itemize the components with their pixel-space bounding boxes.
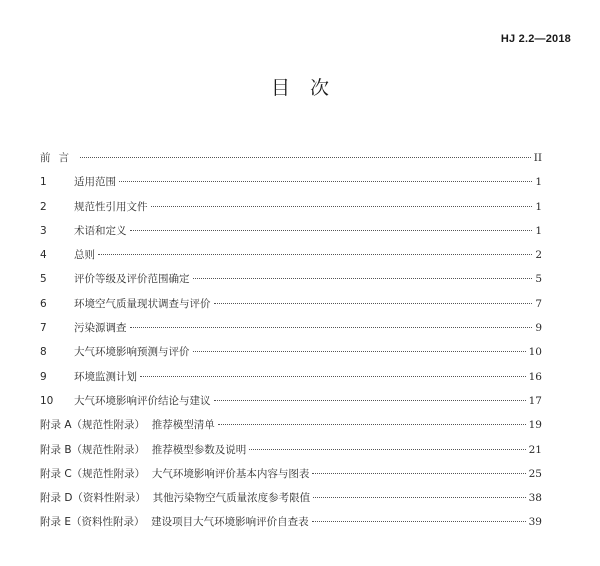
toc-entry-label: 环境监测计划	[74, 370, 137, 383]
toc-entry-page: 9	[535, 322, 542, 335]
toc-entry-label: 适用范围	[74, 176, 116, 189]
toc-entry-label: 附录 B（规范性附录） 推荐模型参数及说明	[40, 443, 247, 456]
dot-leader	[312, 473, 525, 474]
dot-leader	[218, 424, 526, 425]
toc-entry-label: 附录 A（规范性附录） 推荐模型清单	[40, 419, 215, 432]
dot-leader	[214, 400, 526, 401]
standard-code: HJ 2.2—2018	[500, 33, 571, 45]
dot-leader	[193, 278, 533, 279]
toc-entry-label: 术语和定义	[74, 224, 127, 237]
dot-leader	[312, 521, 526, 522]
toc-entry-label: 评价等级及评价范围确定	[74, 273, 190, 286]
toc-entry-number: 6	[40, 297, 47, 310]
toc-entry-label: 规范性引用文件	[74, 200, 148, 213]
toc-entry-chapter[interactable]	[40, 199, 542, 223]
toc-entry-chapter[interactable]	[40, 247, 542, 271]
table-of-contents	[40, 150, 542, 539]
toc-entry-page: 10	[528, 346, 542, 359]
toc-entry-label: 附录 D（资料性附录） 其他污染物空气质量浓度参考限值	[40, 492, 311, 505]
toc-entry-page: 1	[535, 224, 542, 237]
toc-entry-page: 16	[528, 370, 542, 383]
toc-entry-appendix-a[interactable]	[40, 417, 542, 441]
toc-entry-page: 1	[535, 200, 542, 213]
toc-entry-page: 38	[528, 492, 542, 505]
toc-entry-number: 9	[40, 370, 47, 383]
dot-leader	[130, 230, 533, 231]
toc-entry-label: 大气环境影响评价结论与建议	[74, 394, 211, 407]
toc-entry-appendix-d[interactable]	[40, 490, 542, 514]
dot-leader	[151, 206, 533, 207]
toc-entry-page: 25	[528, 467, 542, 480]
toc-entry-number: 10	[40, 394, 54, 407]
dot-leader	[313, 497, 526, 498]
dot-leader	[249, 449, 525, 450]
toc-entry-chapter[interactable]	[40, 369, 542, 393]
toc-entry-label: 大气环境影响预测与评价	[74, 346, 190, 359]
toc-entry-number: 7	[40, 322, 47, 335]
toc-entry-page: 5	[535, 273, 542, 286]
toc-entry-number: 8	[40, 346, 47, 359]
toc-entry-chapter[interactable]	[40, 271, 542, 295]
dot-leader	[193, 351, 526, 352]
dot-leader	[119, 181, 532, 182]
toc-entry-chapter[interactable]	[40, 393, 542, 417]
toc-entry-number: 1	[40, 176, 47, 189]
toc-entry-appendix-c[interactable]	[40, 466, 542, 490]
toc-entry-number: 3	[40, 224, 47, 237]
toc-entry-label: 污染源调查	[74, 322, 127, 335]
toc-entry-chapter[interactable]	[40, 223, 542, 247]
dot-leader	[98, 254, 532, 255]
toc-entry-number: 4	[40, 249, 47, 262]
toc-entry-page: 39	[528, 516, 542, 529]
toc-entry-label: 附录 E（资料性附录） 建设项目大气环境影响评价自查表	[40, 516, 309, 529]
toc-entry-chapter[interactable]	[40, 296, 542, 320]
toc-entry-page: 2	[535, 249, 542, 262]
toc-entry-number: 2	[40, 200, 47, 213]
toc-entry-page: II	[533, 152, 542, 164]
toc-entry-label: 前言	[40, 152, 77, 164]
dot-leader	[140, 376, 526, 377]
toc-entry-page: 19	[528, 419, 542, 432]
toc-entry-appendix-b[interactable]	[40, 442, 542, 466]
page-title: 目次	[270, 77, 349, 99]
toc-entry-page: 21	[528, 443, 542, 456]
toc-entry-appendix-e[interactable]	[40, 514, 542, 538]
toc-entry-chapter[interactable]	[40, 174, 542, 198]
toc-entry-label: 环境空气质量现状调查与评价	[74, 297, 211, 310]
toc-entry-page: 7	[535, 297, 542, 310]
toc-entry-page: 17	[528, 394, 542, 407]
dot-leader	[214, 303, 533, 304]
toc-entry-chapter[interactable]	[40, 320, 542, 344]
toc-entry-label: 总则	[74, 249, 95, 262]
toc-entry-page: 1	[535, 176, 542, 189]
toc-entry-label: 附录 C（规范性附录） 大气环境影响评价基本内容与图表	[40, 467, 310, 480]
toc-entry-number: 5	[40, 273, 47, 286]
toc-entry-preface[interactable]	[40, 150, 542, 174]
toc-entry-chapter[interactable]	[40, 344, 542, 368]
dot-leader	[130, 327, 533, 328]
dot-leader	[80, 157, 531, 158]
